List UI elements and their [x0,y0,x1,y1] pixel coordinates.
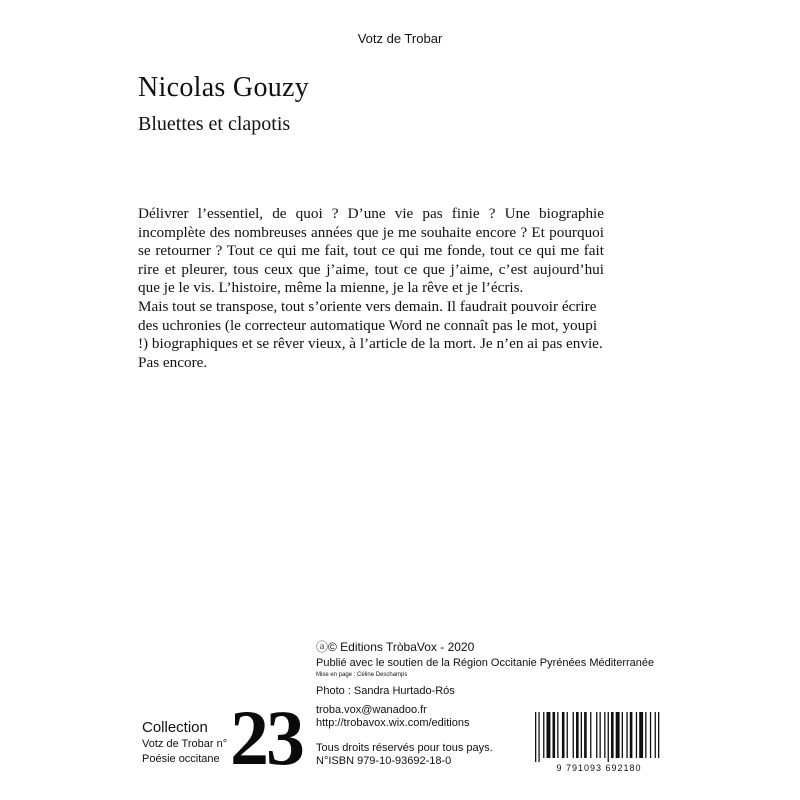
barcode-bar [596,712,597,758]
barcode-bar [608,712,609,762]
barcode-bar [535,712,536,762]
barcode-bar [616,712,620,758]
book-title: Bluettes et clapotis [138,113,291,135]
publisher-url: http://trobavox.wix.com/editions [316,717,470,729]
barcode-bar [645,712,646,758]
barcode-bar [562,712,565,758]
isbn-barcode [529,710,669,776]
barcode-bar [557,712,558,758]
barcode-bar [547,712,551,758]
collection-number: 23 [230,694,302,781]
barcode-digits: 9 791093 692180 [556,763,642,773]
barcode-bar [573,712,574,758]
barcode-bar [639,712,643,758]
blurb-paragraph: Mais tout se transpose, tout s’oriente vers demain. Il faudrait pouvoir écrire des uchronies (le correcteur automatique Word ne connaît pas le mot, youpi !) biographiques et se rêver vieux, à l’article de la mort. Je n’en ai pas envie. Pas encore. [138,297,603,371]
barcode-bar [600,712,601,758]
barcode-bar [543,712,544,758]
rights-notice: Tous droits réservés pour tous pays. [316,742,493,754]
barcode-bar [604,712,605,758]
support-credit: Publié avec le soutien de la Région Occitanie Pyrénées Méditerranée [316,657,655,669]
barcode-bar [655,712,656,758]
publisher-email: troba.vox@wanadoo.fr [316,704,427,716]
barcode-bar [553,712,556,758]
collection-series: Votz de Trobar n° [142,738,228,750]
isbn-number: N°ISBN 979-10-93692-18-0 [316,755,452,767]
barcode-bar [650,712,651,758]
author-name: Nicolas Gouzy [138,72,310,103]
blurb-paragraph: Délivrer l’essentiel, de quoi ? D’une vie pas finie ? Une biographie incomplète des nombreuses années que je me souhaite encore ? Et pourquoi se retourner ? Tout ce qui me fait, tout ce qui me fonde, tout ce qui me fait rire et pleurer, tous ceux que j’aime, tout ce que j’aime, c’est aujourd’hui que je le vis. L’histoire, même la mienne, je la rêve et je l’écris. [138,205,604,297]
series-header: Votz de Trobar [357,31,443,46]
photo-credit: Photo : Sandra Hurtado-Rós [316,685,455,697]
barcode-bar [576,712,579,758]
barcode-bar [567,712,568,758]
barcode-bar [636,712,637,758]
barcode-bar [611,712,614,758]
barcode-bar [581,712,582,758]
barcode-bar [622,712,623,758]
barcode-bars [529,710,669,762]
back-cover-blurb [138,205,604,372]
barcode-bar [658,712,659,758]
layout-credit: Mise en page : Céline Deschamps [316,672,408,678]
barcode-bar [626,712,627,758]
collection-genre: Poésie occitane [142,753,220,765]
barcode-bar [584,712,587,758]
barcode-bar [538,712,539,762]
barcode-bar [630,712,633,758]
copyright-line: ⓐ© Editions TròbaVox - 2020 [316,640,475,654]
barcode-bar [590,712,591,758]
collection-label: Collection [142,719,208,736]
